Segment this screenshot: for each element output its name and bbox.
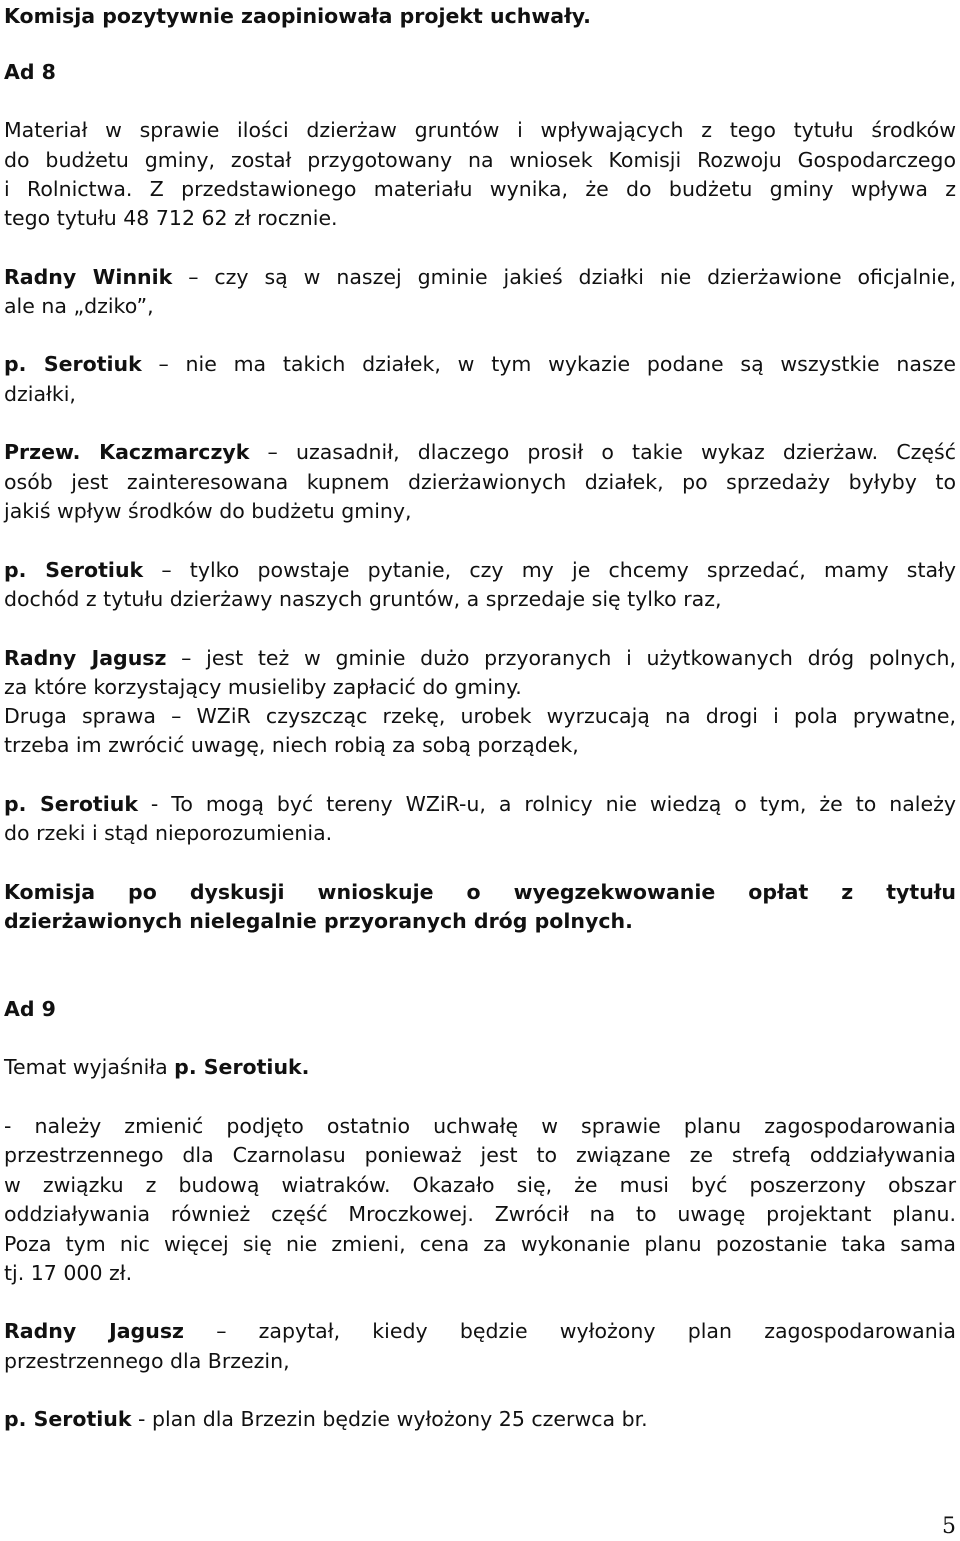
paragraph-line-18: Druga sprawa – WZiR czyszcząc rzekę, urobek wyrzucają na drogi i pola prywatne, [4, 704, 956, 728]
paragraph-line-22: Komisja po dyskusji wnioskuje o wyegzekwowanie opłat z tytułu [4, 880, 956, 904]
paragraph-line-28: w związku z budową wiatraków. Okazało się, że musi być poszerzony obszar [4, 1173, 956, 1197]
paragraph-line-26: - należy zmienić podjęto ostatnio uchwałę w sprawie planu zagospodarowania [4, 1114, 956, 1138]
paragraph-line-15: dochód z tytułu dzierżawy naszych gruntów, a sprzedaje się tylko raz, [4, 587, 722, 611]
paragraph-line-17: za które korzystający musieliby zapłacić do gminy. [4, 675, 522, 699]
section-heading-ad9: Ad 9 [4, 997, 56, 1021]
page-number: 5 [942, 1514, 956, 1539]
paragraph-line-21: do rzeki i stąd nieporozumienia. [4, 821, 333, 845]
paragraph-line-20: p. Serotiuk - To mogą być tereny WZiR-u, a rolnicy nie wiedzą o tym, że to należy [4, 792, 957, 816]
paragraph-line-14: p. Serotiuk – tylko powstaje pytanie, czy my je chcemy sprzedać, mamy stały [4, 558, 957, 582]
paragraph-line-19: trzeba im zwrócić uwagę, niech robią za sobą porządek, [4, 733, 579, 757]
paragraph-line-30: Poza tym nic więcej się nie zmieni, cena za wykonanie planu pozostanie taka sama [4, 1232, 956, 1256]
paragraph-line-8: ale na „dziko”, [4, 294, 154, 318]
paragraph-line-31: tj. 17 000 zł. [4, 1261, 133, 1285]
paragraph-line-1: Komisja pozytywnie zaopiniowała projekt uchwały. [4, 4, 591, 28]
paragraph-line-4: do budżetu gminy, został przygotowany na wniosek Komisji Rozwoju Gospodarczego [4, 148, 956, 172]
paragraph-line-34: p. Serotiuk - plan dla Brzezin będzie wyłożony 25 czerwca br. [4, 1407, 648, 1431]
paragraph-line-10: działki, [4, 382, 76, 406]
paragraph-line-12: osób jest zainteresowana kupnem dzierżawionych działek, po sprzedaży byłyby to [4, 470, 956, 494]
paragraph-line-9: p. Serotiuk – nie ma takich działek, w tym wykazie podane są wszystkie nasze [4, 352, 956, 376]
paragraph-line-27: przestrzennego dla Czarnolasu ponieważ jest to związane ze strefą oddziaływania [4, 1143, 956, 1167]
paragraph-line-29: oddziaływania również część Mroczkowej. Zwrócił na to uwagę projektant planu. [4, 1202, 956, 1226]
paragraph-line-25: Temat wyjaśniła p. Serotiuk. [4, 1055, 310, 1079]
paragraph-line-3: Materiał w sprawie ilości dzierżaw gruntów i wpływających z tego tytułu środków [4, 118, 956, 142]
paragraph-line-13: jakiś wpływ środków do budżetu gminy, [4, 499, 412, 523]
section-heading-ad8: Ad 8 [4, 60, 56, 84]
paragraph-line-5: i Rolnictwa. Z przedstawionego materiału wynika, że do budżetu gminy wpływa z [4, 177, 956, 201]
paragraph-line-33: przestrzennego dla Brzezin, [4, 1349, 290, 1373]
paragraph-line-16: Radny Jagusz – jest też w gminie dużo przyoranych i użytkowanych dróg polnych, [4, 646, 956, 670]
paragraph-line-32: Radny Jagusz – zapytał, kiedy będzie wyłożony plan zagospodarowania [4, 1319, 956, 1343]
paragraph-line-11: Przew. Kaczmarczyk – uzasadnił, dlaczego prosił o takie wykaz dzierżaw. Część [4, 440, 956, 464]
paragraph-line-6: tego tytułu 48 712 62 zł rocznie. [4, 206, 338, 230]
paragraph-line-23: dzierżawionych nielegalnie przyoranych dróg polnych. [4, 909, 633, 933]
paragraph-line-7: Radny Winnik – czy są w naszej gminie jakieś działki nie dzierżawione oficjalnie, [4, 265, 957, 289]
